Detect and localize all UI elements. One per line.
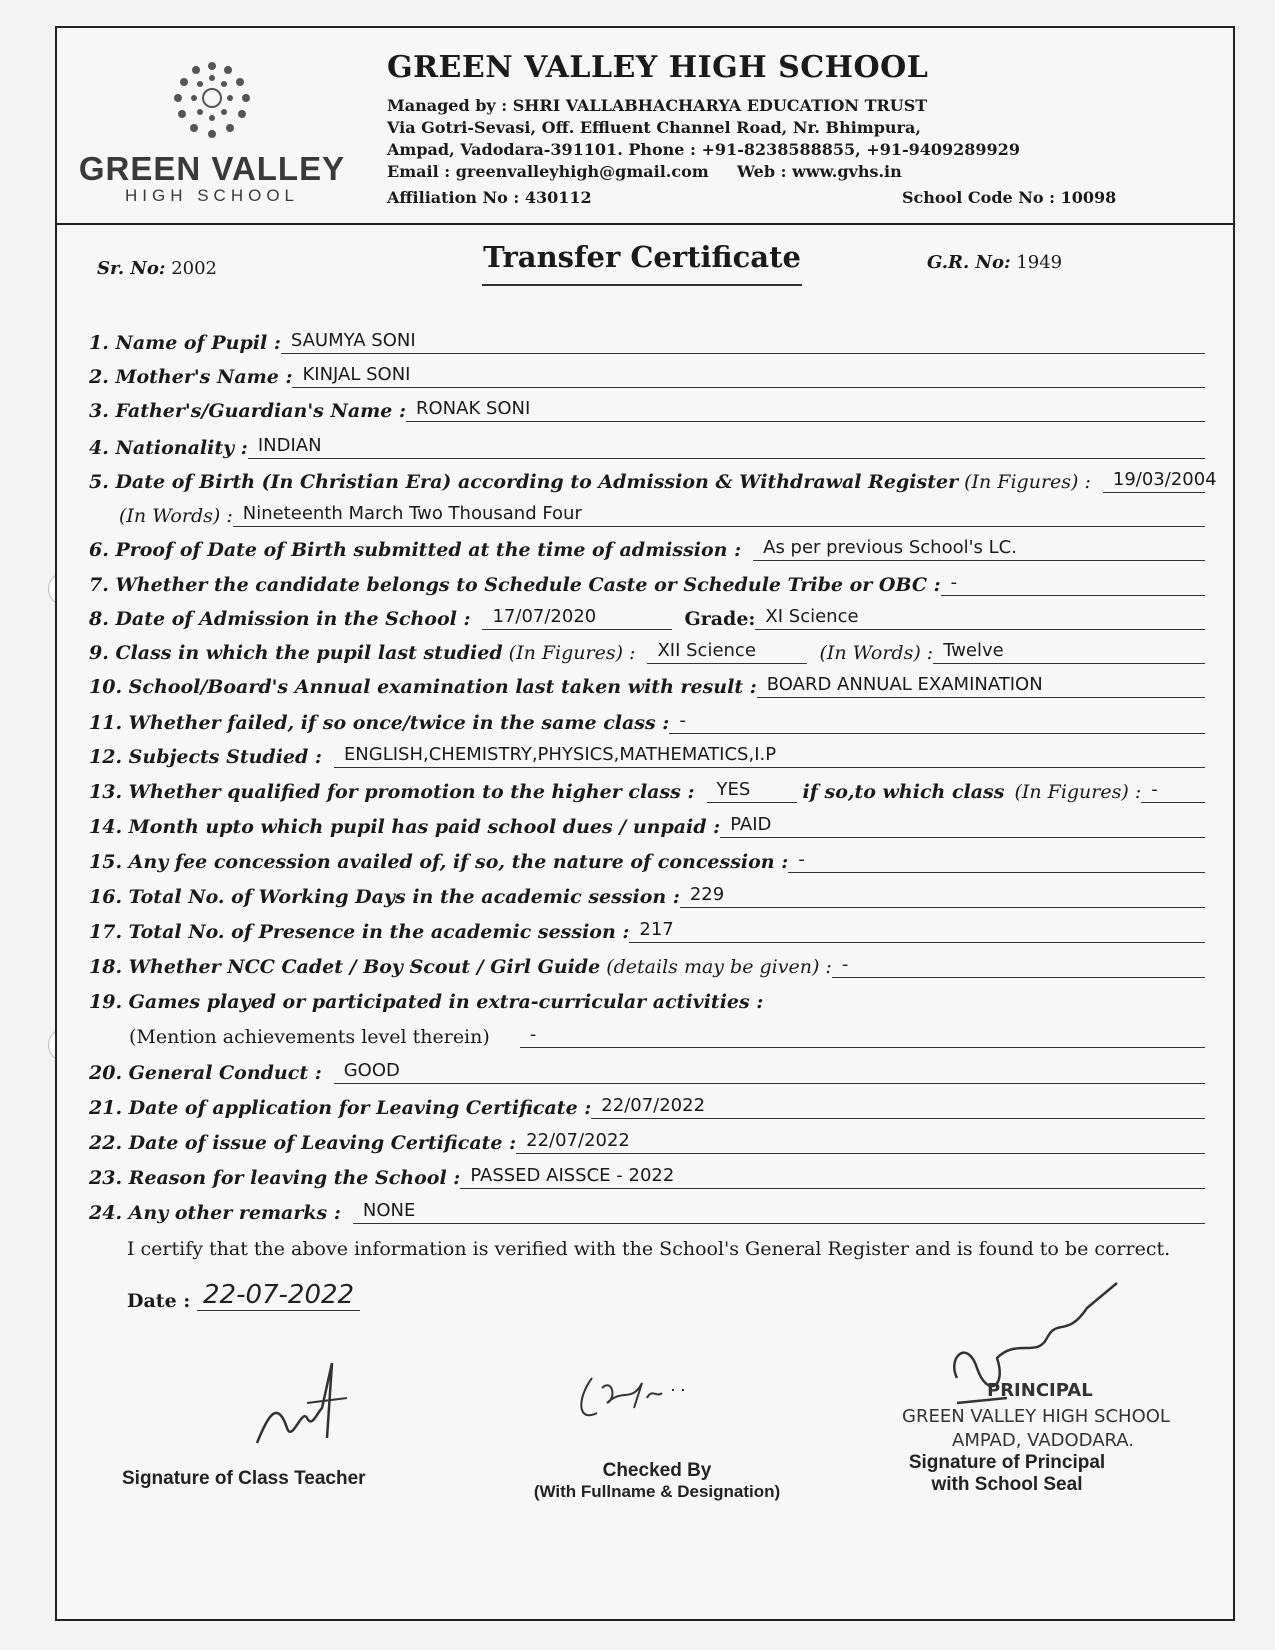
field-6 — [89, 531, 1205, 561]
checked-by-label — [497, 1460, 817, 1502]
class-teacher-signature-icon — [247, 1358, 357, 1458]
checker-signature-icon — [572, 1368, 702, 1428]
field-label: 19. Games played or participated in extra-curricular activities : — [89, 991, 764, 1013]
handwritten-date: 22-07-2022 — [197, 1280, 360, 1311]
field-4 — [89, 429, 1205, 459]
field-5 — [89, 463, 1217, 493]
field-value: KINJAL SONI — [292, 364, 1205, 388]
website: Web : www.gvhs.in — [737, 162, 902, 181]
field-label: 2. Mother's Name : — [89, 366, 293, 388]
field-value: 17/07/2020 — [482, 606, 672, 630]
certification-statement: I certify that the above information is verified with the School's General Register and is found to be correct. — [127, 1238, 1171, 1260]
gr-label: G.R. No: — [927, 252, 1011, 273]
school-code: School Code No : 10098 — [902, 188, 1117, 207]
field-label: 7. Whether the candidate belongs to Schedule Caste or Schedule Tribe or OBC : — [89, 574, 941, 596]
field-value: INDIAN — [248, 435, 1205, 459]
field-value: YES — [707, 779, 797, 803]
field-value: - — [941, 572, 1205, 596]
field-label: 22. Date of issue of Leaving Certificate : — [89, 1132, 517, 1154]
field-words-label: (In Words) : — [819, 642, 934, 664]
field-value: NONE — [353, 1200, 1205, 1224]
field-label: 6. Proof of Date of Birth submitted at the time of admission : — [89, 539, 742, 561]
sr-label: Sr. No: — [97, 258, 166, 279]
field-label: 20. General Conduct : — [89, 1062, 322, 1084]
field-paren: (details may be given) : — [606, 956, 832, 978]
address-line-1: Via Gotri-Sevasi, Off. Effluent Channel Road, Nr. Bhimpura, — [387, 118, 921, 137]
field-label: 4. Nationality : — [89, 437, 248, 459]
school-name: GREEN VALLEY HIGH SCHOOL — [387, 50, 929, 85]
field-value: - — [788, 849, 1205, 873]
field-1 — [89, 324, 1205, 354]
checked-by: Checked By — [602, 1460, 712, 1481]
logo-subtitle: HIGH SCHOOL — [124, 186, 300, 205]
field-10 — [89, 668, 1205, 698]
checked-by-sub: (With Fullname & Designation) — [533, 1482, 781, 1501]
flower-logo-icon — [162, 58, 262, 148]
field-fig-label: (In Figures) : — [508, 642, 636, 664]
class-teacher-signature-label: Signature of Class Teacher — [122, 1468, 366, 1489]
field-label: 8. Date of Admission in the School : — [89, 608, 471, 630]
field-label: (In Words) : — [119, 505, 233, 527]
fig-label: (In Figures) : — [1014, 781, 1142, 803]
field-24 — [89, 1194, 1205, 1224]
field-label: 18. Whether NCC Cadet / Boy Scout / Girl Guide — [89, 956, 601, 978]
field-value: GOOD — [334, 1060, 1205, 1084]
field-12 — [89, 738, 1205, 768]
field-value: 229 — [680, 884, 1205, 908]
field-label: 24. Any other remarks : — [89, 1202, 341, 1224]
field-value: ENGLISH,CHEMISTRY,PHYSICS,MATHEMATICS,I.P — [334, 744, 1205, 768]
serial-number — [97, 258, 217, 279]
ifso-label: if so,to which class — [802, 781, 1005, 803]
field-18 — [89, 948, 1205, 978]
field-value: 22/07/2022 — [516, 1130, 1205, 1154]
field-label: 15. Any fee concession availed of, if so, the nature of concession : — [89, 851, 789, 873]
field-value: XII Science — [647, 640, 807, 664]
field-value: Nineteenth March Two Thousand Four — [233, 503, 1205, 527]
field-value: As per previous School's LC. — [753, 537, 1205, 561]
principal-signature-label — [887, 1452, 1127, 1496]
field-label: 23. Reason for leaving the School : — [89, 1167, 461, 1189]
principal-sig-line-1: Signature of Principal — [908, 1452, 1106, 1473]
field-7 — [89, 566, 1205, 596]
field-21 — [89, 1089, 1205, 1119]
field-label: 14. Month upto which pupil has paid school dues / unpaid : — [89, 816, 721, 838]
grade-label: Grade: — [684, 608, 756, 630]
field-value: PASSED AISSCE - 2022 — [460, 1165, 1205, 1189]
field-value: 19/03/2004 — [1103, 469, 1205, 493]
field-suffix: (In Figures) : — [964, 471, 1091, 493]
field-label: 5. Date of Birth (In Christian Era) according to Admission & Withdrawal Register — [89, 471, 959, 493]
field-value: - — [832, 954, 1205, 978]
field-3 — [89, 392, 1205, 422]
field-5-words — [89, 497, 1205, 527]
field-label: 13. Whether qualified for promotion to the higher class : — [89, 781, 695, 803]
gr-number — [927, 252, 1062, 273]
principal-sig-line-2: with School Seal — [931, 1474, 1083, 1495]
seal-school-name: GREEN VALLEY HIGH SCHOOL — [902, 1406, 1170, 1427]
field-13 — [89, 773, 1205, 803]
field-20 — [89, 1054, 1205, 1084]
address-line-2: Ampad, Vadodara-391101. Phone : +91-8238588855, +91-9409289929 — [387, 140, 1020, 159]
field-19 — [89, 983, 1205, 1013]
field-value: - — [669, 710, 1205, 734]
field-label: 1. Name of Pupil : — [89, 332, 281, 354]
field-17 — [89, 913, 1205, 943]
field-label: 3. Father's/Guardian's Name : — [89, 400, 406, 422]
field-16 — [89, 878, 1205, 908]
field-label: (Mention achievements level therein) — [129, 1026, 490, 1048]
field-23 — [89, 1159, 1205, 1189]
field-label: 16. Total No. of Working Days in the academic session : — [89, 886, 680, 908]
affiliation-number: Affiliation No : 430112 — [387, 188, 592, 207]
field-value: RONAK SONI — [406, 398, 1205, 422]
date-label: Date : — [127, 1290, 191, 1312]
email: Email : greenvalleyhigh@gmail.com — [387, 162, 709, 181]
field-label: 11. Whether failed, if so once/twice in the same class : — [89, 712, 670, 734]
seal-principal: PRINCIPAL — [987, 1380, 1093, 1401]
logo-name: GREEN VALLEY — [78, 150, 346, 187]
seal-location: AMPAD, VADODARA. — [952, 1430, 1135, 1451]
class-value: - — [1141, 779, 1205, 803]
field-label: 10. School/Board's Annual examination last taken with result : — [89, 676, 757, 698]
field-8 — [89, 600, 1205, 630]
field-value: - — [520, 1024, 1205, 1048]
school-logo — [77, 58, 347, 208]
field-value: BOARD ANNUAL EXAMINATION — [757, 674, 1205, 698]
gr-value: 1949 — [1016, 252, 1063, 273]
field-9 — [89, 634, 1205, 664]
sr-value: 2002 — [171, 258, 218, 279]
managed-by: Managed by : SHRI VALLABHACHARYA EDUCATION TRUST — [387, 96, 928, 115]
field-words-value: Twelve — [933, 640, 1205, 664]
field-value: SAUMYA SONI — [281, 330, 1205, 354]
field-label: 9. Class in which the pupil last studied — [89, 642, 503, 664]
field-11 — [89, 704, 1205, 734]
field-14 — [89, 808, 1205, 838]
field-value: 22/07/2022 — [591, 1095, 1205, 1119]
header-divider — [57, 223, 1233, 225]
field-value: PAID — [720, 814, 1205, 838]
field-value: 217 — [629, 919, 1205, 943]
field-19-detail — [89, 1018, 1205, 1048]
field-label: 12. Subjects Studied : — [89, 746, 322, 768]
certificate-sheet — [55, 26, 1235, 1621]
field-2 — [89, 358, 1205, 388]
field-22 — [89, 1124, 1205, 1154]
document-title: Transfer Certificate — [482, 240, 802, 286]
field-15 — [89, 843, 1205, 873]
grade-value: XI Science — [755, 606, 1205, 630]
field-label: 17. Total No. of Presence in the academic session : — [89, 921, 630, 943]
field-label: 21. Date of application for Leaving Certificate : — [89, 1097, 592, 1119]
